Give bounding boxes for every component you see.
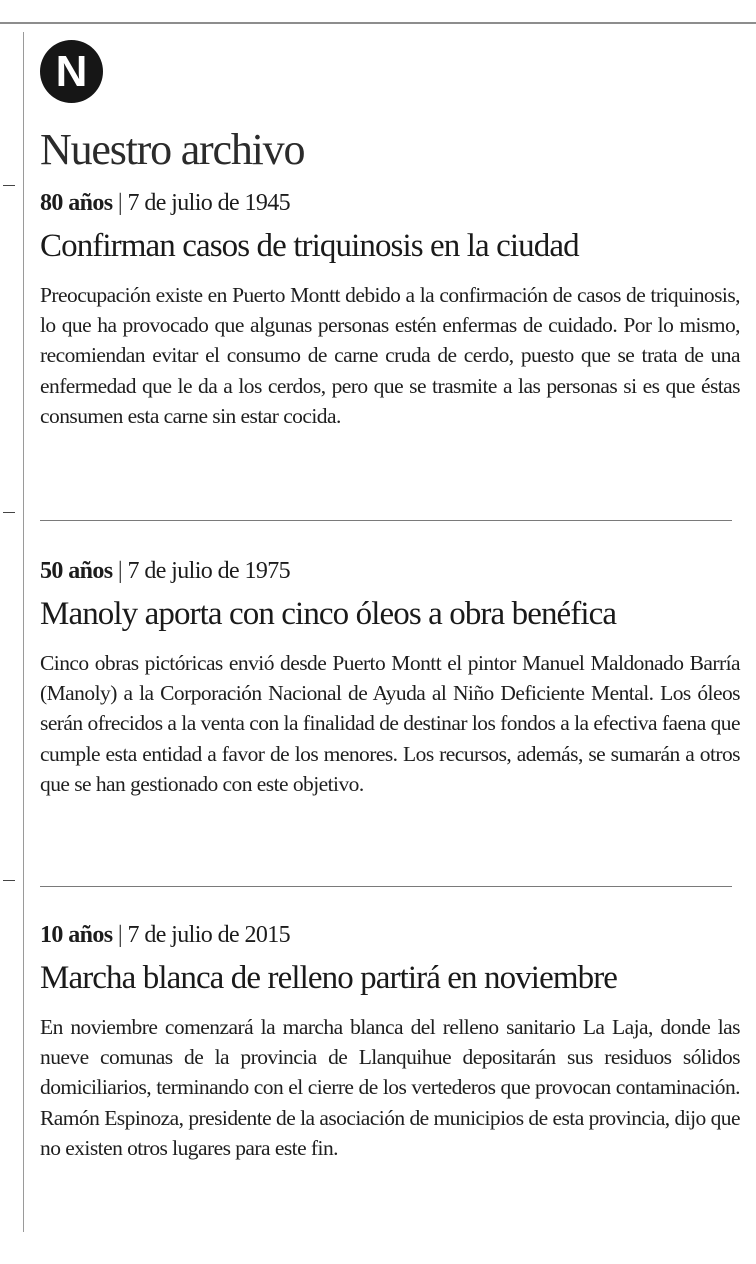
- column-rule: [23, 32, 24, 1232]
- archive-entry: [40, 920, 740, 1163]
- entry-years: 10 años: [40, 922, 113, 948]
- entry-headline: Marcha blanca de relleno partirá en noviembre: [40, 960, 618, 996]
- entry-body: Preocupación existe en Puerto Montt debido a la confirmación de casos de triquinosis, lo que ha provocado que algunas personas estén enfermas de cuidado. Por lo mismo, recomiendan evitar el consumo de carne cruda de cerdo, puesto que se trata de una enfermedad que le da a los cerdos, pero que se trasmite a las personas si es que éstas consumen esta carne sin estar cocida.: [40, 283, 740, 428]
- top-rule: [0, 22, 756, 24]
- entry-years: 80 años: [40, 190, 113, 216]
- entry-separator: |: [117, 190, 123, 216]
- entry-body: Cinco obras pictóricas envió desde Puerto Montt el pintor Manuel Maldonado Barría (Manoly) a la Corporación Nacional de Ayuda al Niño Deficiente Mental. Los óleos serán ofrecidos a la venta con la finalidad de destinar los fondos a la efectiva faena que cumple esta entidad a favor de los menores. Los recursos, además, se sumarán a otros que se han gestionado con este objetivo.: [40, 651, 740, 796]
- entry-date: 7 de julio de 2015: [127, 922, 291, 948]
- entry-headline: Confirman casos de triquinosis en la ciudad: [40, 228, 579, 264]
- entry-date: 7 de julio de 1945: [127, 190, 291, 216]
- entry-separator: |: [117, 922, 123, 948]
- archive-entry: [40, 556, 740, 799]
- entry-divider: [40, 520, 732, 521]
- section-logo: N: [40, 40, 103, 103]
- entry-divider: [40, 886, 732, 887]
- entry-date: 7 de julio de 1975: [127, 558, 291, 584]
- entry-separator: |: [117, 558, 123, 584]
- adjacent-column-mark: [3, 512, 15, 513]
- entry-headline: Manoly aporta con cinco óleos a obra benéfica: [40, 596, 617, 632]
- adjacent-column-mark: [3, 185, 15, 186]
- entry-years: 50 años: [40, 558, 113, 584]
- entry-meta: [40, 556, 740, 586]
- entry-meta: [40, 188, 740, 218]
- adjacent-column-mark: [3, 880, 15, 881]
- entry-meta: [40, 920, 740, 950]
- section-title: Nuestro archivo: [40, 125, 305, 174]
- entry-body: En noviembre comenzará la marcha blanca del relleno sanitario La Laja, donde las nueve comunas de la provincia de Llanquihue depositarán sus residuos sólidos domiciliarios, terminando con el cierre de los vertederos que provocan contaminación. Ramón Espinoza, presidente de la asociación de municipios de esta provincia, dijo que no existen otros lugares para este fin.: [40, 1015, 740, 1160]
- archive-entry: [40, 188, 740, 431]
